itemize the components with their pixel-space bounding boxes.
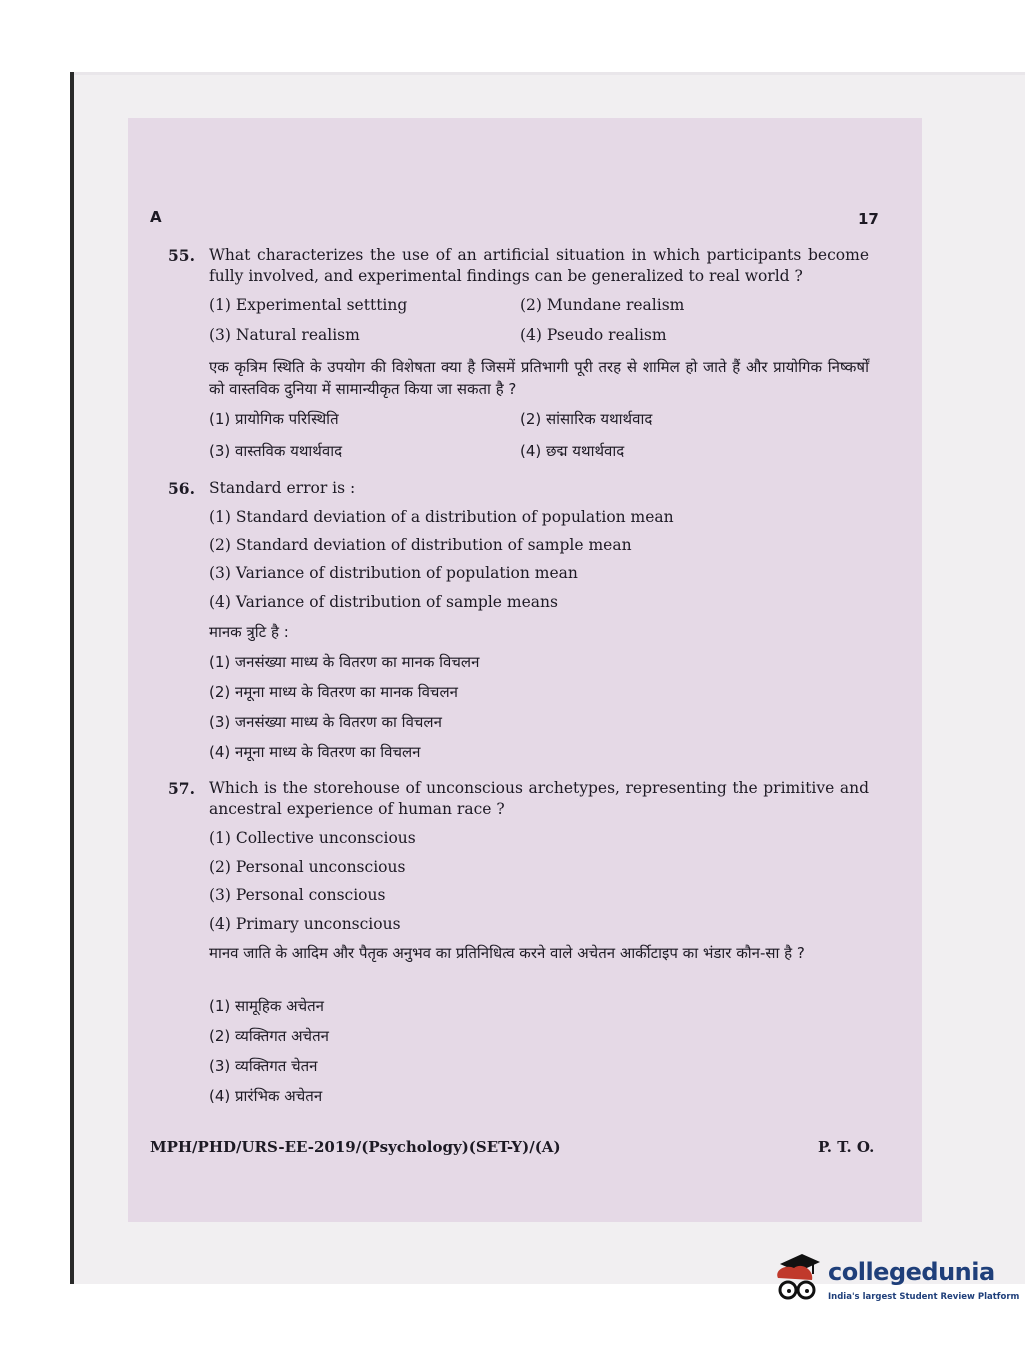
question-text-en: Which is the storehouse of unconscious archetypes, representing the primitive and ancestral experience of human race ? <box>209 779 869 818</box>
option-hi: (4) नमूना माध्य के वितरण का विचलन <box>209 743 421 761</box>
page-number: 17 <box>858 210 879 228</box>
option-en: (4) Pseudo realism <box>520 326 667 344</box>
brand-tagline: India's largest Student Review Platform <box>828 1292 1020 1302</box>
set-label: A <box>150 208 162 226</box>
option-en: (2) Standard deviation of distribution of sample mean <box>209 536 632 554</box>
question-text-hi: मानक त्रुटि है : <box>209 623 289 641</box>
option-hi: (2) नमूना माध्य के वितरण का मानक विचलन <box>209 683 458 701</box>
option-en: (1) Collective unconscious <box>209 829 416 847</box>
pto-label: P. T. O. <box>818 1138 875 1156</box>
option-en: (3) Variance of distribution of population mean <box>209 564 578 582</box>
option-hi: (2) सांसारिक यथार्थवाद <box>520 410 653 428</box>
option-hi: (4) प्रारंभिक अचेतन <box>209 1087 323 1105</box>
mascot-icon <box>772 1250 824 1310</box>
option-en: (1) Experimental settting <box>209 296 408 314</box>
option-en: (3) Personal conscious <box>209 886 386 904</box>
option-hi: (1) प्रायोगिक परिस्थिति <box>209 410 339 428</box>
question-number: 56. <box>168 479 195 498</box>
option-en: (4) Primary unconscious <box>209 915 401 933</box>
question-text-hi: एक कृत्रिम स्थिति के उपयोग की विशेषता क्या है जिसमें प्रतिभागी पूरी तरह से शामिल हो जाते हैं और प्रायोगिक निष्कर्षों को वास्तविक दुनिया में सामान्यीकृत किया जा सकता है ? <box>209 358 869 398</box>
scan-edge-left <box>70 72 74 1284</box>
paper-code: MPH/PHD/URS-EE-2019/(Psychology)(SET-Y)/(A) <box>150 1138 561 1156</box>
option-hi: (3) जनसंख्या माध्य के वितरण का विचलन <box>209 713 442 731</box>
option-en: (3) Natural realism <box>209 326 360 344</box>
brand-name: collegedunia <box>828 1258 995 1286</box>
option-en: (2) Mundane realism <box>520 296 685 314</box>
question-paper-page <box>128 118 922 1222</box>
question-number: 55. <box>168 246 195 265</box>
option-hi: (1) जनसंख्या माध्य के वितरण का मानक विचलन <box>209 653 480 671</box>
option-hi: (2) व्यक्तिगत अचेतन <box>209 1027 329 1045</box>
option-en: (4) Variance of distribution of sample means <box>209 593 558 611</box>
option-hi: (3) व्यक्तिगत चेतन <box>209 1057 318 1075</box>
option-hi: (3) वास्तविक यथार्थवाद <box>209 442 343 460</box>
question-text-en: Standard error is : <box>209 479 356 497</box>
option-hi: (1) सामूहिक अचेतन <box>209 997 325 1015</box>
option-en: (1) Standard deviation of a distribution of population mean <box>209 508 674 526</box>
collegedunia-logo <box>772 1250 1020 1310</box>
option-hi: (4) छद्म यथार्थवाद <box>520 442 625 460</box>
question-text-en: What characterizes the use of an artificial situation in which participants become fully involved, and experimental findings can be generalized to real world ? <box>209 246 869 285</box>
question-text-hi: मानव जाति के आदिम और पैतृक अनुभव का प्रतिनिधित्व करने वाले अचेतन आर्कीटाइप का भंडार कौन-सा है ? <box>209 944 805 962</box>
question-number: 57. <box>168 779 195 798</box>
option-en: (2) Personal unconscious <box>209 858 406 876</box>
